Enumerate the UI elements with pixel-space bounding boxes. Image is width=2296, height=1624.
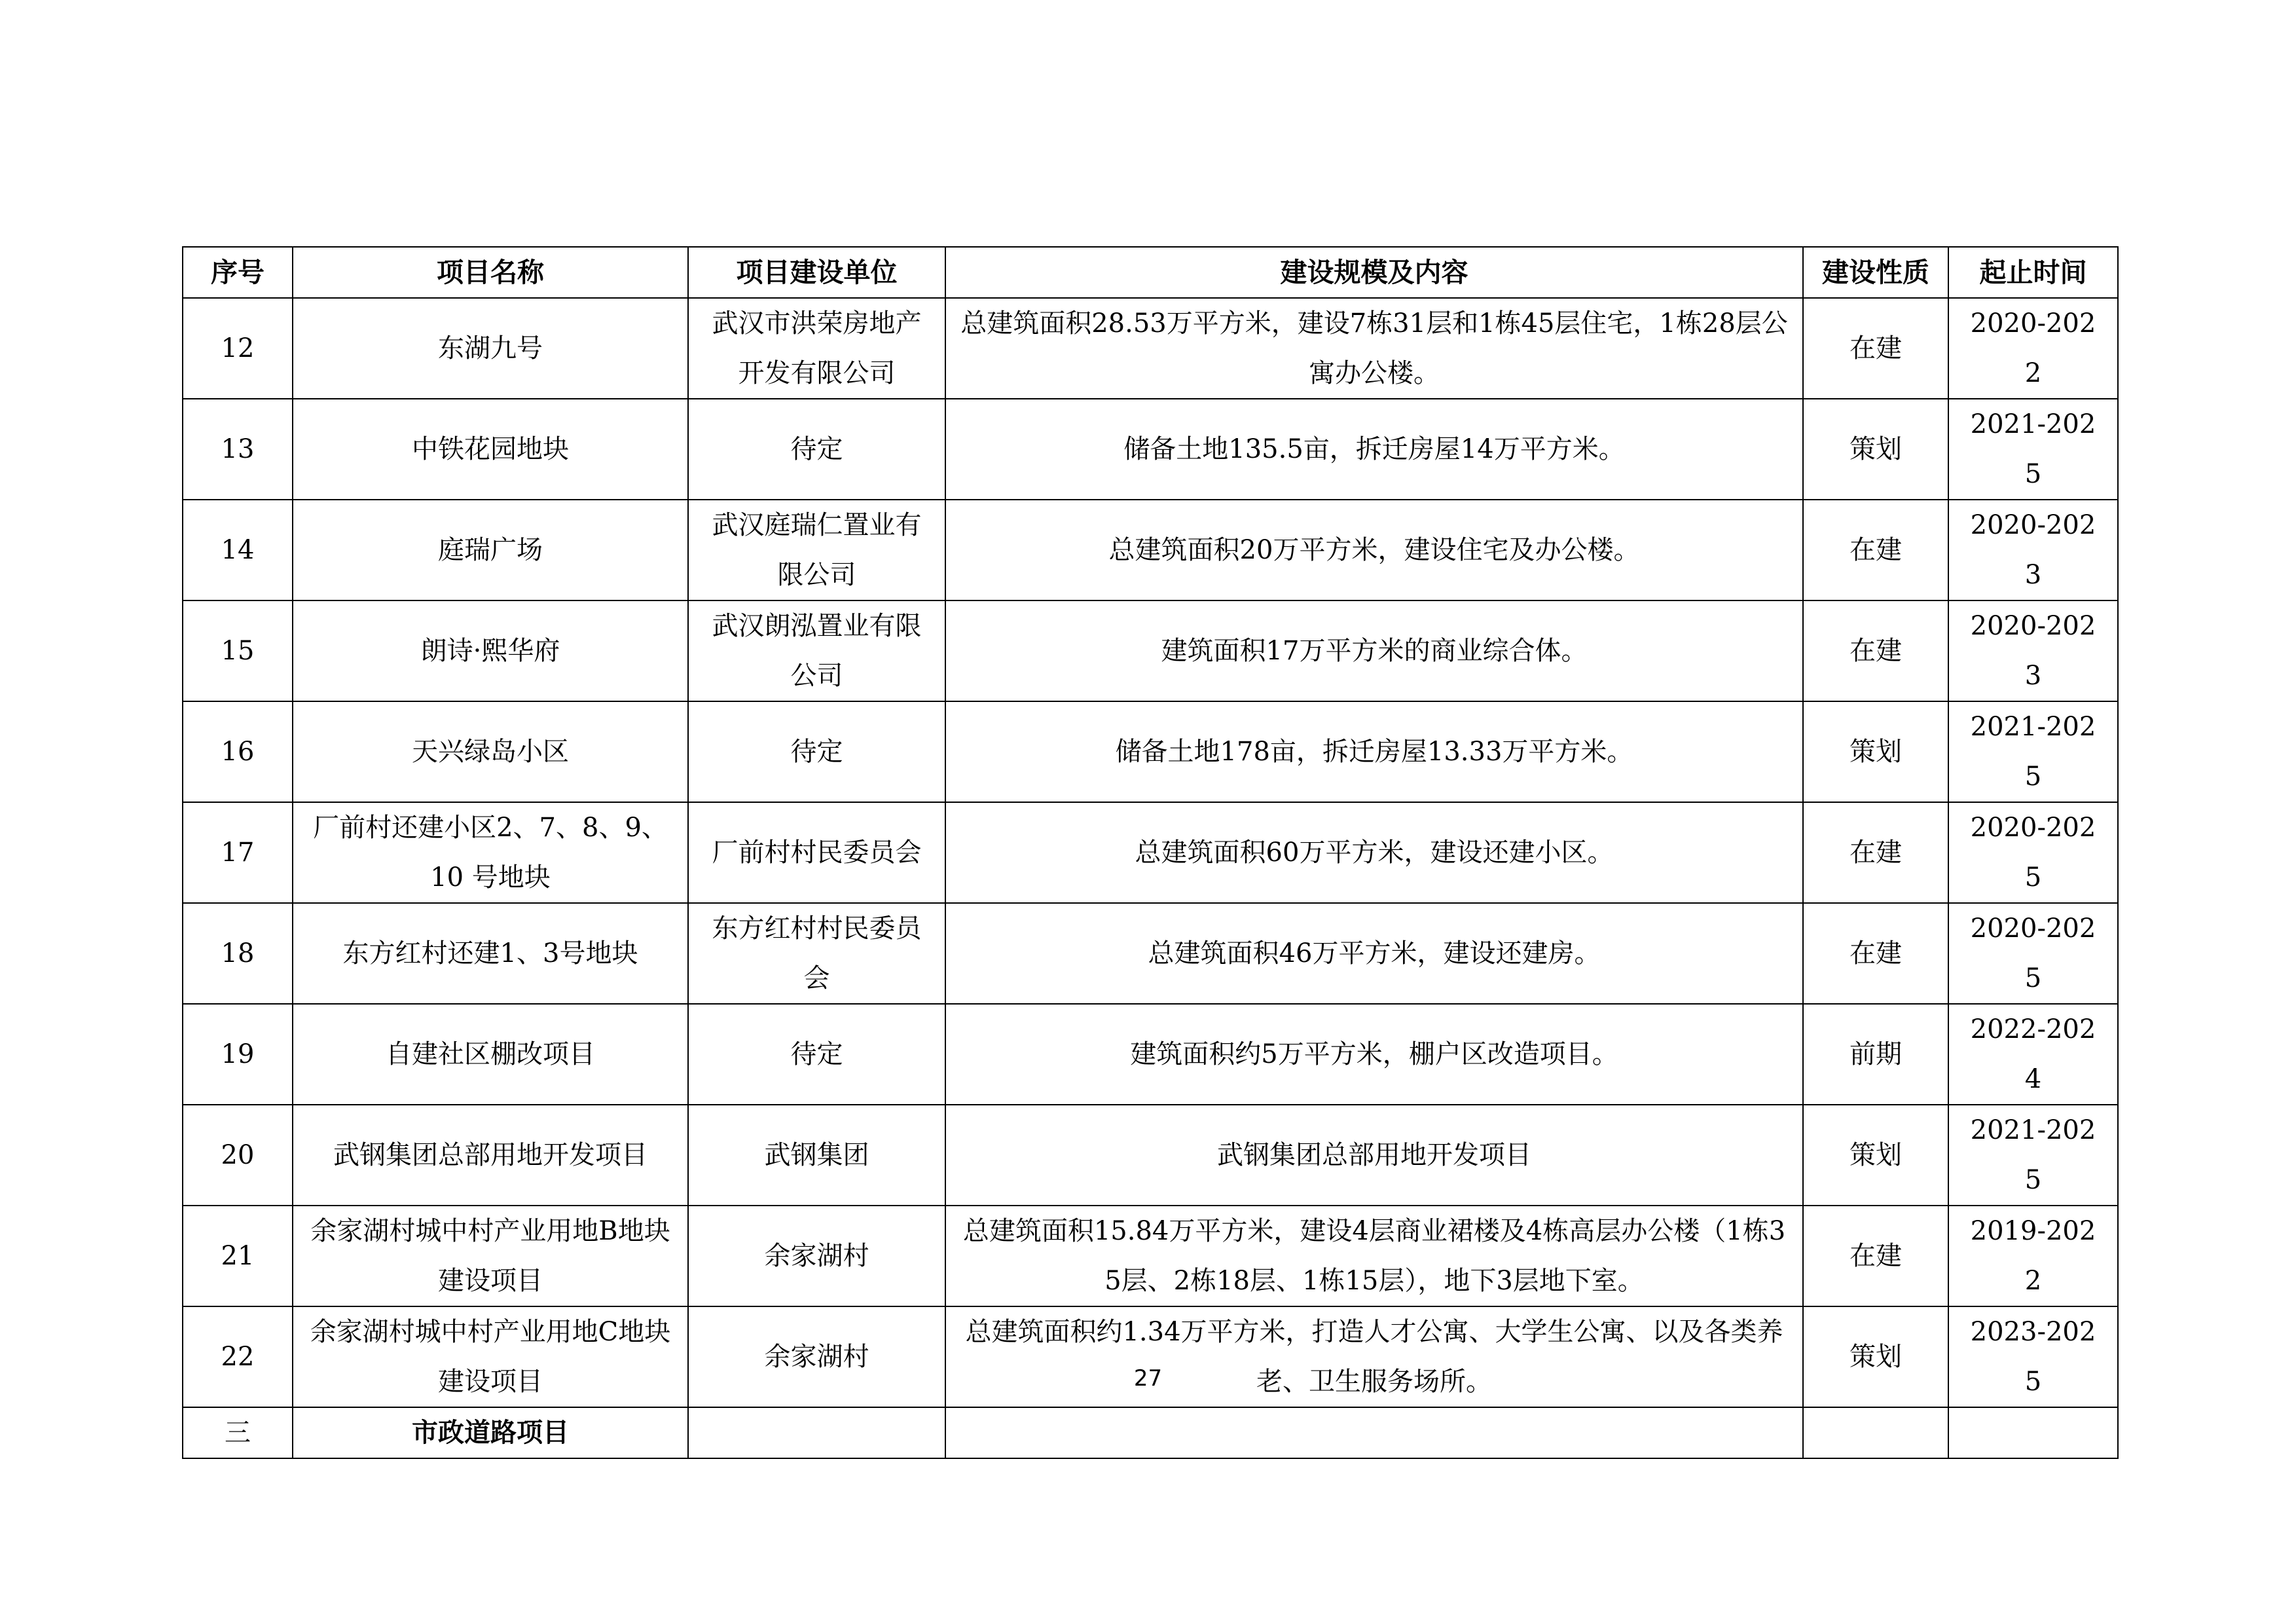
cell-construction-nature: 前期: [1803, 1004, 1948, 1105]
cell-scale-content: 总建筑面积15.84万平方米，建设4层商业裙楼及4栋高层办公楼（1栋35层、2栋18层、1栋15层），地下3层地下室。: [945, 1206, 1803, 1306]
cell-scale-content: 总建筑面积28.53万平方米，建设7栋31层和1栋45层住宅，1栋28层公寓办公楼。: [945, 298, 1803, 399]
table-row: [183, 903, 2118, 1004]
cell-period: 2020-2025: [1948, 802, 2118, 903]
cell-project-name: 东湖九号: [293, 298, 688, 399]
cell-project-name: 天兴绿岛小区: [293, 701, 688, 802]
cell-construction-nature: 在建: [1803, 600, 1948, 701]
table-row: [183, 701, 2118, 802]
cell-construction-unit: 余家湖村: [688, 1306, 945, 1407]
cell-project-name: 武钢集团总部用地开发项目: [293, 1105, 688, 1206]
cell-project-name: 东方红村还建1、3号地块: [293, 903, 688, 1004]
cell-construction-unit: 待定: [688, 399, 945, 500]
cell-construction-nature: 策划: [1803, 701, 1948, 802]
cell-scale-content: 总建筑面积20万平方米，建设住宅及办公楼。: [945, 500, 1803, 600]
cell-period: 2021-2025: [1948, 1105, 2118, 1206]
cell-project-name: 朗诗·熙华府: [293, 600, 688, 701]
cell-construction-nature: 在建: [1803, 802, 1948, 903]
table-section-row: [183, 1407, 2118, 1458]
cell-construction-nature: 在建: [1803, 500, 1948, 600]
table-row: [183, 298, 2118, 399]
cell-construction-nature: 策划: [1803, 399, 1948, 500]
cell-period: 2019-2022: [1948, 1206, 2118, 1306]
cell-index: 22: [183, 1306, 293, 1407]
cell-scale-content: 建筑面积约5万平方米，棚户区改造项目。: [945, 1004, 1803, 1105]
cell-scale-content: 建筑面积17万平方米的商业综合体。: [945, 600, 1803, 701]
cell-construction-unit: 武汉朗泓置业有限公司: [688, 600, 945, 701]
table-header-row: [183, 247, 2118, 298]
cell-construction-unit: 待定: [688, 1004, 945, 1105]
cell-period: 2021-2025: [1948, 701, 2118, 802]
table-row: [183, 500, 2118, 600]
table-row: [183, 1306, 2118, 1407]
cell-construction-nature: 在建: [1803, 1206, 1948, 1306]
cell-project-name: 余家湖村城中村产业用地B地块建设项目: [293, 1206, 688, 1306]
cell-index: 13: [183, 399, 293, 500]
cell-period: 2020-2025: [1948, 903, 2118, 1004]
cell-period: 2022-2024: [1948, 1004, 2118, 1105]
section-title: 市政道路项目: [293, 1407, 688, 1458]
cell-scale-content: 储备土地135.5亩，拆迁房屋14万平方米。: [945, 399, 1803, 500]
cell-index: 14: [183, 500, 293, 600]
cell-scale-content: 武钢集团总部用地开发项目: [945, 1105, 1803, 1206]
cell-period: 2020-2023: [1948, 500, 2118, 600]
table-row: [183, 1004, 2118, 1105]
cell-construction-nature: 在建: [1803, 903, 1948, 1004]
empty-cell: [1803, 1407, 1948, 1458]
cell-period: 2021-2025: [1948, 399, 2118, 500]
cell-scale-content: 总建筑面积约1.34万平方米，打造人才公寓、大学生公寓、以及各类养老、卫生服务场所。: [945, 1306, 1803, 1407]
cell-scale-content: 储备土地178亩，拆迁房屋13.33万平方米。: [945, 701, 1803, 802]
cell-construction-unit: 待定: [688, 701, 945, 802]
empty-cell: [945, 1407, 1803, 1458]
cell-project-name: 自建社区棚改项目: [293, 1004, 688, 1105]
cell-scale-content: 总建筑面积46万平方米，建设还建房。: [945, 903, 1803, 1004]
cell-index: 15: [183, 600, 293, 701]
cell-index: 16: [183, 701, 293, 802]
table-row: [183, 600, 2118, 701]
cell-project-name: 中铁花园地块: [293, 399, 688, 500]
cell-construction-unit: 东方红村村民委员会: [688, 903, 945, 1004]
cell-construction-nature: 策划: [1803, 1105, 1948, 1206]
cell-period: 2020-2023: [1948, 600, 2118, 701]
header-index: 序号: [183, 247, 293, 298]
cell-index: 20: [183, 1105, 293, 1206]
cell-construction-unit: 武汉庭瑞仁置业有限公司: [688, 500, 945, 600]
cell-construction-unit: 武汉市洪荣房地产开发有限公司: [688, 298, 945, 399]
cell-period: 2020-2022: [1948, 298, 2118, 399]
cell-index: 21: [183, 1206, 293, 1306]
cell-construction-nature: 策划: [1803, 1306, 1948, 1407]
header-construction-unit: 项目建设单位: [688, 247, 945, 298]
cell-scale-content: 总建筑面积60万平方米，建设还建小区。: [945, 802, 1803, 903]
cell-construction-unit: 余家湖村: [688, 1206, 945, 1306]
cell-project-name: 庭瑞广场: [293, 500, 688, 600]
header-period: 起止时间: [1948, 247, 2118, 298]
cell-index: 17: [183, 802, 293, 903]
header-scale-content: 建设规模及内容: [945, 247, 1803, 298]
cell-construction-unit: 武钢集团: [688, 1105, 945, 1206]
section-index: 三: [183, 1407, 293, 1458]
header-project-name: 项目名称: [293, 247, 688, 298]
cell-project-name: 余家湖村城中村产业用地C地块建设项目: [293, 1306, 688, 1407]
header-construction-nature: 建设性质: [1803, 247, 1948, 298]
cell-index: 18: [183, 903, 293, 1004]
cell-index: 12: [183, 298, 293, 399]
cell-construction-nature: 在建: [1803, 298, 1948, 399]
projects-table: [182, 246, 2119, 1459]
empty-cell: [688, 1407, 945, 1458]
cell-index: 19: [183, 1004, 293, 1105]
page-number: 27: [1133, 1365, 1163, 1392]
table-row: [183, 1105, 2118, 1206]
table-row: [183, 399, 2118, 500]
cell-project-name: 厂前村还建小区2、7、8、9、10 号地块: [293, 802, 688, 903]
table-row: [183, 802, 2118, 903]
cell-construction-unit: 厂前村村民委员会: [688, 802, 945, 903]
cell-period: 2023-2025: [1948, 1306, 2118, 1407]
empty-cell: [1948, 1407, 2118, 1458]
table-row: [183, 1206, 2118, 1306]
